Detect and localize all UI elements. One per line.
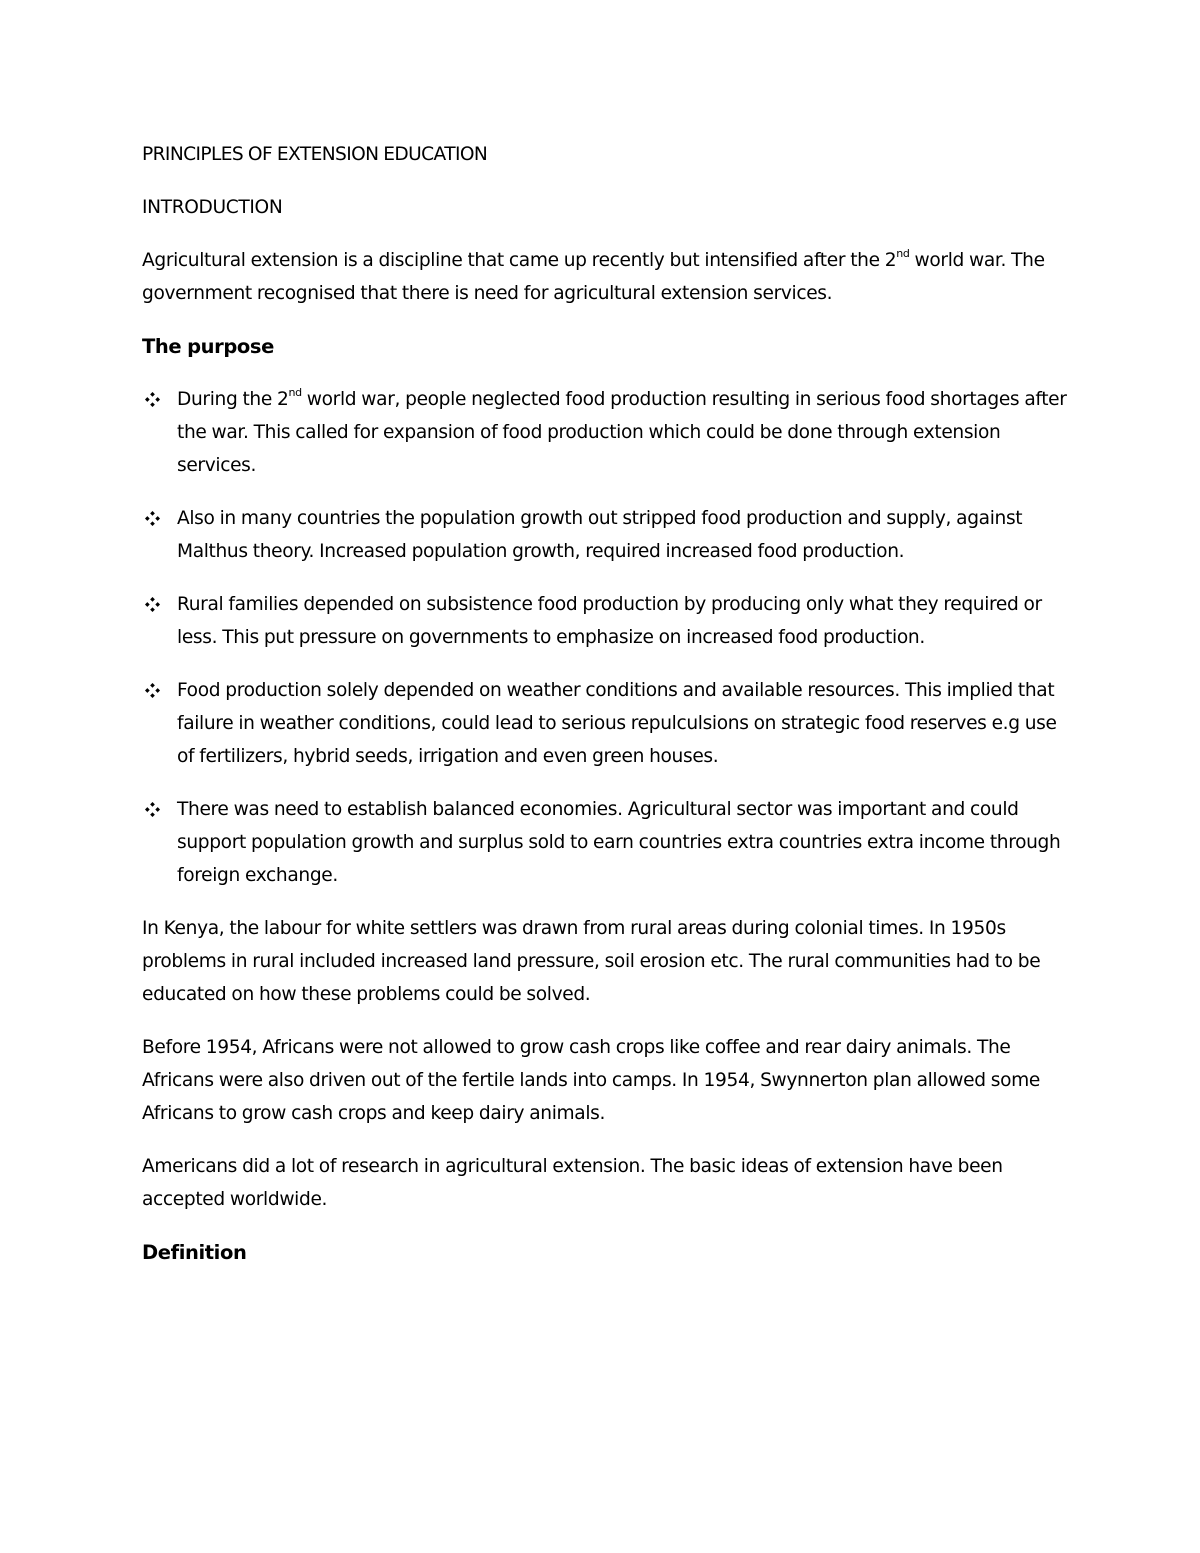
bullet-item	[142, 502, 1067, 568]
bullet-item	[142, 674, 1067, 773]
four-diamond-bullet-icon	[144, 383, 160, 416]
four-diamond-bullet-icon	[144, 793, 160, 826]
bullet-item	[142, 588, 1067, 654]
bullet-text-part-2: world war, people neglected food production resulting in serious food shortages after the war. This called for expansion of food production which could be done through extension services.	[177, 389, 1067, 476]
purpose-heading: The purpose	[142, 335, 274, 358]
ordinal-superscript: nd	[288, 385, 302, 399]
four-diamond-bullet-icon	[144, 674, 160, 707]
body-paragraph: Before 1954, Africans were not allowed to grow cash crops like coffee and rear dairy animals. The Africans were also driven out of the fertile lands into camps. In 1954, Swynnerton plan allowed some Africans to grow cash crops and keep dairy animals.	[142, 1037, 1040, 1124]
bullet-item	[142, 793, 1067, 892]
bullet-text: Also in many countries the population growth out stripped food production and supply, against Malthus theory. Increased population growth, required increased food production.	[177, 508, 1023, 562]
definition-heading: Definition	[142, 1241, 247, 1264]
four-diamond-bullet-icon	[144, 502, 160, 535]
document-body	[142, 138, 1067, 1289]
intro-paragraph	[142, 244, 1067, 310]
intro-text-part-1: Agricultural extension is a discipline that came up recently but intensified after the 2	[142, 250, 897, 271]
four-diamond-bullet-icon	[144, 588, 160, 621]
body-paragraph: Americans did a lot of research in agricultural extension. The basic ideas of extension have been accepted worldwide.	[142, 1156, 1003, 1210]
purpose-bullet-list	[142, 383, 1067, 892]
bullet-item	[142, 383, 1067, 482]
document-title: PRINCIPLES OF EXTENSION EDUCATION	[142, 144, 488, 165]
bullet-text-part-1: During the 2	[177, 389, 289, 410]
introduction-heading: INTRODUCTION	[142, 197, 283, 218]
bullet-text: Food production solely depended on weather conditions and available resources. This implied that failure in weather conditions, could lead to serious repulculsions on strategic food reserves e.g use of fertilizers, hybrid seeds, irrigation and even green houses.	[177, 680, 1057, 767]
ordinal-superscript: nd	[896, 246, 910, 260]
bullet-text: There was need to establish balanced economies. Agricultural sector was important and could support population growth and surplus sold to earn countries extra countries extra income through foreign exchange.	[177, 799, 1061, 886]
bullet-text: Rural families depended on subsistence food production by producing only what they required or less. This put pressure on governments to emphasize on increased food production.	[177, 594, 1042, 648]
intro-text-part-2: world war. The government recognised that there is need for agricultural extension services.	[142, 250, 1045, 304]
body-paragraph: In Kenya, the labour for white settlers was drawn from rural areas during colonial times. In 1950s problems in rural included increased land pressure, soil erosion etc. The rural communities had to be educated on how these problems could be solved.	[142, 918, 1041, 1005]
